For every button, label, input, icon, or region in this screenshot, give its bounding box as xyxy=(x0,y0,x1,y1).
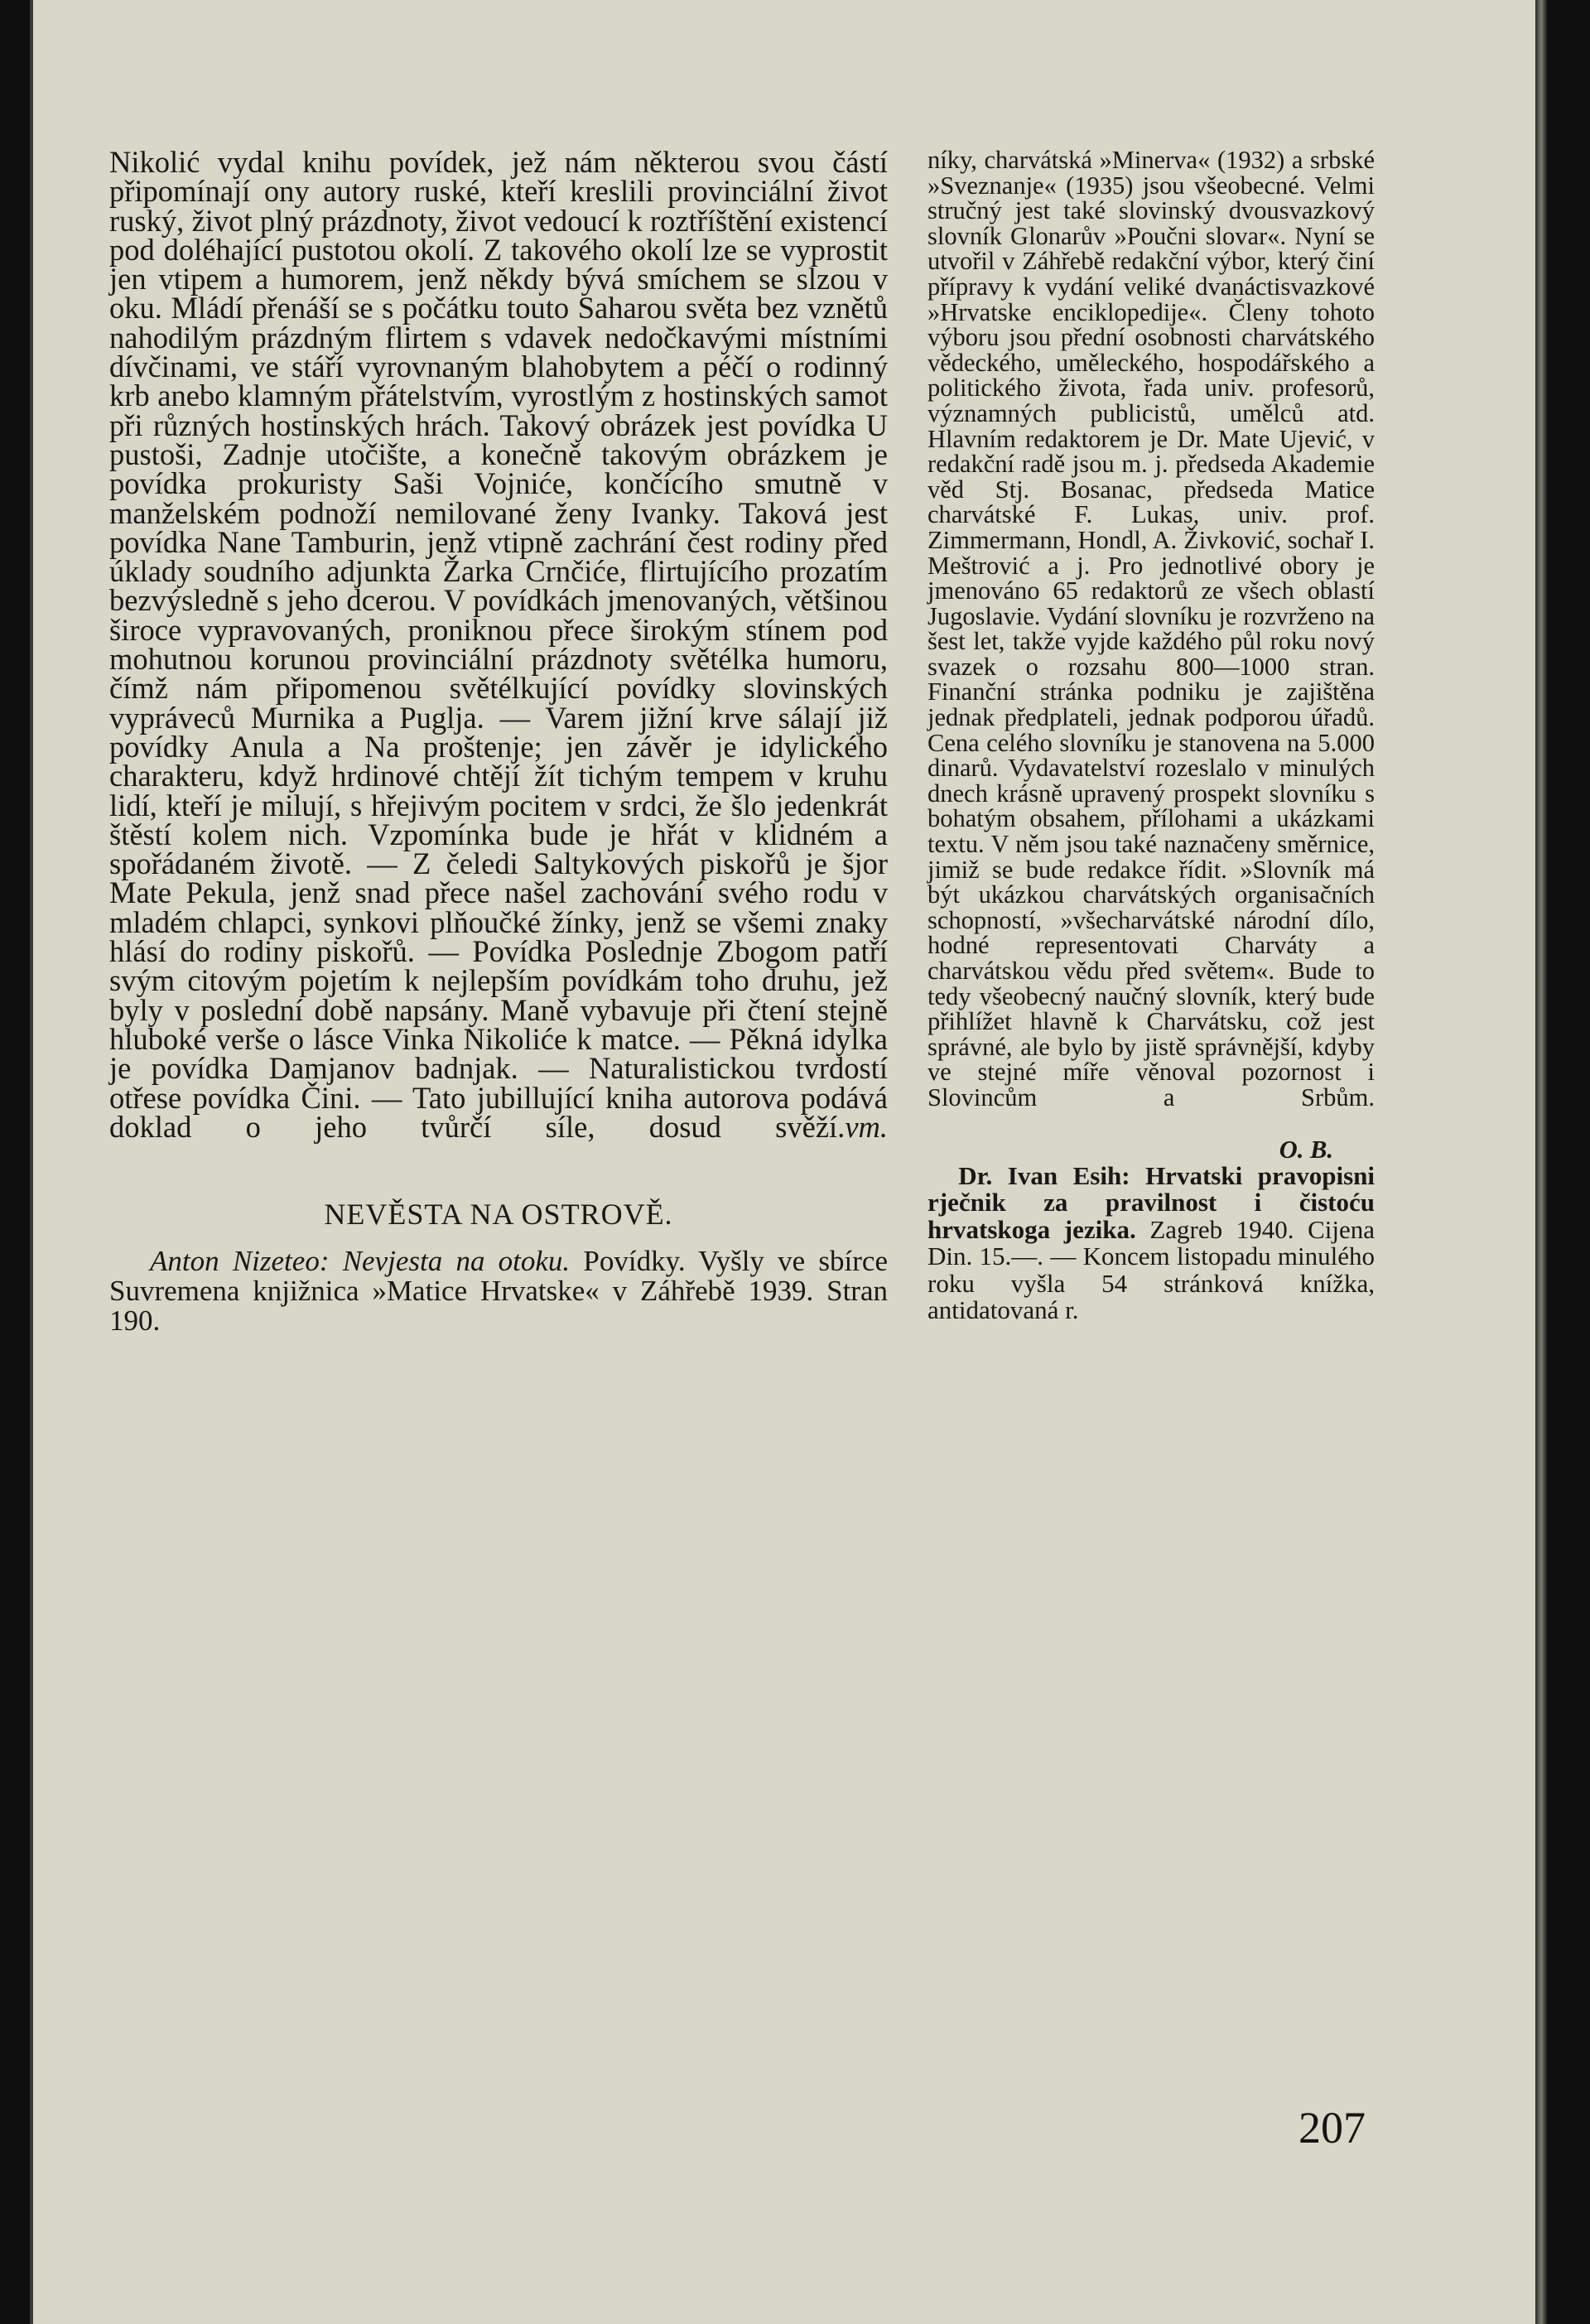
page-binding-edge xyxy=(1535,0,1547,2324)
bibliography xyxy=(109,1246,888,1336)
section-heading: NEVĚSTA NA OSTROVĚ. xyxy=(324,1198,673,1232)
bibliography-rest: Povídky. Vyšly ve sbírce Suvremena knjižnica »Matice Hrvatske« v Záhřebě 1939. Stran 190. xyxy=(109,1244,888,1337)
page-number: 207 xyxy=(1298,2103,1366,2153)
right-signature: O. B. xyxy=(1279,1135,1333,1164)
review-entry xyxy=(928,1160,1376,1325)
left-signature: vm. xyxy=(845,1109,888,1144)
review-author-title: Dr. Ivan Esih: Hrvatski pravopisni rječnik za pravilnost i čistoću hrvatskoga jezika. xyxy=(928,1160,1375,1244)
bibliography-title: Anton Nizeteo: Nevjesta na otoku. xyxy=(150,1244,571,1277)
left-column xyxy=(109,147,888,1336)
right-column xyxy=(928,147,1375,1324)
review-text: Zagreb 1940. Cijena Din. 15.—. — Koncem listopadu minulého roku vyšla 54 stránková knížka, antidatovaná r. xyxy=(928,1214,1376,1325)
right-paragraph-1: níky, charvátská »Minerva« (1932) a srbské »Sveznanje« (1935) jsou všeobecné. Velmi stručný jest také slovinský dvousvazkový slovník Glonarův »Poučni slovar«. Nyní se utvořil v Záhřebě redakční výbor, který činí přípravy k vydání veliké dvanáctisvazkové »Hrvatske enciklopedije«. Členy tohoto výboru jsou přední osobnosti charvátského vědeckého, uměleckého, hospodářského a politického života, řada univ. profesorů, významných publicistů, umělců atd. Hlavním redaktorem je Dr. Mate Ujević, v redakční radě jsou m. j. předseda Akademie věd Stj. Bosanac, předseda Matice charvátské F. Lukas, univ. prof. Zimmermann, Hondl, A. Živković, sochař I. Meštrović a j. Pro jednotlivé obory je jmenováno 65 redaktorů ze všech oblastí Jugoslavie. Vydání slovníku je rozvrženo na šest let, takže vyjde každého půl roku nový svazek o rozsahu 800—1000 stran. Finanční stránka podniku je zajištěna jednak předplateli, jednak podporou úřadů. Cena celého slovníku je stanovena na 5.000 dinarů. Vydavatelství rozeslalo v minulých dnech krásně upravený prospekt slovníku s bohatým obsahem, přílohami a ukázkami textu. V něm jsou také naznačeny směrnice, jimiž se bude redakce řídit. »Slovník má být ukázkou charvátských organisačních schopností, »všecharvátské národní dílo, hodné representovati Charváty a charvátskou vědu před světem«. Bude to tedy všeobecný naučný slovník, který bude přihlížet hlavně k Charvátsku, což jest správné, ale bylo by jistě správnější, kdyby ve stejné míře věnoval pozornost i Slovincům a Srbům. xyxy=(928,146,1375,1111)
left-paragraph-1: Nikolić vydal knihu povídek, jež nám některou svou částí připomínají ony autory ruské, kteří kreslili provinciální život ruský, život plný prázdnoty, život vedoucí k roztříštění existencí pod doléhající pustotou okolí. Z takového okolí lze se vyprostit jen vtipem a humorem, jenž někdy bývá smíchem se slzou v oku. Mládí přenáší se s počátku touto Saharou světa bez vznětů nahodilým prázdným flirtem s vdavek nedočkavými místními dívčinami, ve stáří vyrovnaným blahobytem a péčí o rodinný krb anebo klamným přátelstvím, vyrostlým z hostinských samot při různých hostinských hrách. Takový obrázek jest povídka U pustoši, Zadnje utočište, a konečně takovým obrázkem je povídka prokuristy Saši Vojniće, končícího smutně v manželském podnoží nemilované ženy Ivanky. Taková jest povídka Nane Tamburin, jenž vtipně zachrání čest rodiny před úklady soudního adjunkta Žarka Crnčiće, flirtujícího prozatím bezvýsledně s jeho dcerou. V povídkách jmenovaných, většinou široce vypravovaných, proniknou přece širokým stínem pod mohutnou korunou provinciální prázdnoty světélka humoru, čímž nám připomenou světélkující povídky slovinských vypráveců Murnika a Puglja. — Varem jižní krve sálají již povídky Anula a Na proštenje; jen závěr je idylického charakteru, když hrdinové chtějí žít tichým tempem v kruhu lidí, kteří je milují, s hřejivým pocitem v srdci, že šlo jedenkrát štěstí kolem nich. Vzpomínka bude je hřát v klidném a spořádaném životě. — Z čeledi Saltykových piskořů je šjor Mate Pekula, jenž snad přece našel zachování svého rodu v mladém chlapci, synkovi plňoučké žínky, jenž se všemi znaky hlásí do rodiny piskořů. — Povídka Poslednje Zbogom patří svým citovým pojetím k nejlepším povídkám toho druhu, jež byly v poslední době napsány. Maně vybavuje při čtení stejně hluboké verše o lásce Vinka Nikoliće k matce. — Pěkná idylka je povídka Damjanov badnjak. — Naturalistickou tvrdostí otřese povídka Čini. — Tato jubillující kniha autorova podává doklad o jeho tvůrčí síle, dosud svěží. vm. xyxy=(109,145,888,1144)
